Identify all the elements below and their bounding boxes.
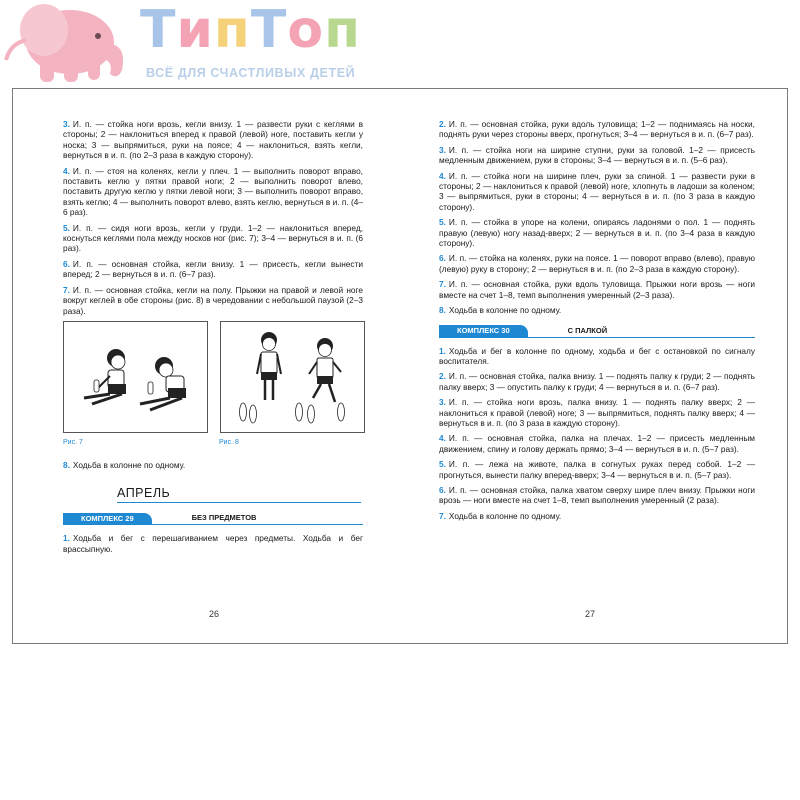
- complex-header: [439, 326, 755, 338]
- month-heading: АПРЕЛЬ: [117, 485, 361, 503]
- item-number: 6.: [439, 253, 446, 264]
- item-number: 7.: [439, 510, 446, 521]
- exercise-item: [63, 285, 363, 316]
- elephant-icon: [0, 0, 140, 88]
- figure-8: [220, 321, 365, 433]
- item-number: 2.: [439, 371, 446, 382]
- item-text: И. п. — стойка ноги на ширине ступни, руки за головой. 1–2 — присесть медленным движением, руки в стороны; 3–4 — вернуться в и. п. (5–6 раз).: [439, 144, 755, 166]
- children-jumping-illustration: [221, 322, 364, 432]
- item-text: И. п. — основная стойка, палка хватом сверху шире плеч внизу. Прыжки ноги врозь — ноги вместе на счет 1–8, темп выполнения умеренный (2 раза).: [439, 484, 755, 506]
- item-text: И. п. — сидя ноги врозь, кегли у груди. 1–2 — наклониться вперед, коснуться кеглями пола между носков ног (рис. 7); 3–4 — вернуться в и. п. (6 раз).: [63, 222, 363, 254]
- item-text: И. п. — стойка ноги врозь, палка внизу. 1 — поднять палку вверх; 2 — наклониться к правой (левой) ноге; 3 — выпрямиться, поднять палку вверх; 4 — вернуться в и. п. (по 3 раза в каждую сторону).: [439, 397, 755, 428]
- logo-letter: п: [213, 0, 251, 60]
- logo-tagline: ВСЁ ДЛЯ СЧАСТЛИВЫХ ДЕТЕЙ: [146, 66, 356, 80]
- item-text: Ходьба в колонне по одному.: [448, 510, 562, 521]
- logo-title: [140, 0, 361, 60]
- item-text: И. п. — основная стойка, руки вдоль туловища. Прыжки ноги врозь — ноги вместе на счет 1–8, темп выполнения умеренный (2–3 раза).: [439, 279, 755, 300]
- item-number: 8.: [63, 460, 70, 471]
- complex-header: [63, 513, 363, 525]
- item-number: 3.: [439, 144, 446, 155]
- item-number: 5.: [63, 222, 70, 233]
- item-text: И. п. — основная стойка, палка внизу. 1 — поднять палку к груди; 2 — поднять палку вверх; 3 — опустить палку к груди; 4 — вернуться в и. п. (6–7 раз).: [439, 371, 755, 392]
- item-text: И. п. — основная стойка, кегли на полу. Прыжки на правой и левой ноге вокруг кеглей в обе стороны (рис. 8) в чередовании с небольшой паузой (2–3 раза).: [63, 284, 363, 316]
- item-text: И. п. — основная стойка, руки вдоль туловища; 1–2 — поднимаясь на носки, поднять руки через стороны вверх, прогнуться; 3–4 — вернуться в и. п. (6–7 раз).: [439, 119, 755, 140]
- complex-badge: КОМПЛЕКС 29: [63, 513, 152, 525]
- left-page: [63, 119, 363, 559]
- complex-title: БЕЗ ПРЕДМЕТОВ: [191, 513, 257, 523]
- exercise-item: [63, 166, 363, 218]
- item-number: 4.: [439, 170, 446, 181]
- page-number: 26: [209, 609, 220, 619]
- exercise-item: [439, 253, 755, 274]
- item-number: 8.: [439, 305, 446, 316]
- item-text: Ходьба в колонне по одному.: [448, 305, 562, 316]
- exercise-item: [63, 259, 363, 280]
- exercise-item: [439, 171, 755, 213]
- figure-7: [63, 321, 208, 433]
- exercise-item: [439, 279, 755, 300]
- item-text: И. п. — стойка в упоре на колени, опираясь ладонями о пол. 1 — поднять правую (левую) ногу назад-вверх; 2 — вернуться в и. п. (по 3–4 раза в каждую сторону).: [439, 217, 755, 249]
- item-text: И. п. — основная стойка, кегли внизу. 1 — присесть, кегли вынести вперед; 2 — вернуться в и. п. (6–7 раз).: [63, 258, 363, 280]
- item-number: 5.: [439, 459, 446, 470]
- exercise-item: [439, 217, 755, 248]
- exercise-item: [439, 305, 755, 315]
- store-logo: [0, 0, 400, 88]
- exercise-item: [439, 511, 755, 521]
- logo-letter: п: [324, 0, 362, 60]
- item-text: Ходьба и бег с перешагиванием через предметы. Ходьба и бег врассыпную.: [63, 533, 363, 554]
- exercise-item: [439, 397, 755, 428]
- exercise-item: [63, 533, 363, 554]
- logo-letter: Т: [250, 0, 288, 60]
- item-text: И. п. — стойка ноги на ширине плеч, руки за спиной. 1 — развести руки в стороны; 2 — наклониться к правой (левой) ноге, хлопнуть в ладоши за коленом; 3 — выпрямиться, руки в стороны; 4 — вернуться в и. п. (по 3 раза в каждую сторону).: [439, 170, 755, 212]
- logo-letter: Т: [140, 0, 177, 60]
- figure-caption: Рис. 8: [219, 438, 239, 446]
- item-number: 3.: [439, 397, 446, 408]
- complex-badge: КОМПЛЕКС 30: [439, 325, 528, 337]
- exercise-item: [439, 459, 755, 480]
- exercise-item: [439, 485, 755, 506]
- item-number: 3.: [63, 119, 70, 129]
- logo-letter: о: [287, 0, 325, 60]
- item-number: 1.: [439, 345, 446, 356]
- item-text: И. п. — стойка на коленях, руки на поясе. 1 — поворот вправо (влево), правую (левую) руку в сторону; 2 — вернуться в и. п. (по 2–3 раза в каждую сторону).: [439, 253, 755, 274]
- item-number: 5.: [439, 217, 446, 228]
- complex-title: С ПАЛКОЙ: [567, 325, 608, 335]
- children-sitting-illustration: [64, 322, 207, 432]
- exercise-item: [439, 145, 755, 166]
- item-number: 6.: [63, 258, 70, 269]
- exercise-item: [63, 223, 363, 254]
- book-spread: [12, 88, 788, 644]
- exercise-item: [439, 346, 755, 367]
- item-text: И. п. — стоя на коленях, кегли у плеч. 1 — выполнить поворот вправо, поставить кеглю у пятки правой ноги; 2 — выполнить поворот влево, поставить другую кеглю у пятки левой ноги; 3 — выполнить поворот вправо, взять кеглю; 4 — выполнить поворот влево, взять кеглю, вернуться в и. п. (4–6 раз).: [63, 165, 363, 218]
- item-text: И. п. — стойка ноги врозь, кегли внизу. 1 — развести руки с кеглями в стороны; 2 — наклониться вперед к правой (левой) ноге, поставить кегли у носка; 3 — выпрямиться, руки на поясе; 4 — наклониться, взять кегли, вернуться в и. п. (по 2–3 раза в каждую сторону).: [63, 119, 363, 161]
- item-number: 7.: [63, 284, 70, 295]
- item-number: 1.: [63, 533, 70, 544]
- right-page: [439, 119, 755, 526]
- exercise-item: [439, 433, 755, 454]
- figure-captions: [63, 438, 363, 448]
- item-number: 7.: [439, 279, 446, 290]
- page-number: 27: [585, 609, 596, 619]
- figure-caption: Рис. 7: [63, 438, 83, 446]
- exercise-item: [63, 460, 363, 470]
- exercise-item: [63, 119, 363, 161]
- item-number: 2.: [439, 119, 446, 129]
- figures-row: [63, 321, 363, 433]
- item-text: Ходьба в колонне по одному.: [72, 460, 186, 471]
- item-number: 4.: [63, 165, 70, 176]
- item-number: 6.: [439, 484, 446, 495]
- item-number: 4.: [439, 433, 446, 444]
- item-text: И. п. — основная стойка, палка на плечах. 1–2 — присесть медленным движением, спину и голову держать прямо; 3–4 — вернуться в и. п. (5–7 раз).: [439, 433, 755, 454]
- exercise-item: [439, 119, 755, 140]
- item-text: И. п. — лежа на животе, палка в согнутых руках перед собой. 1–2 — прогнуться, вынести палку вперед-вверх; 3–4 — вернуться в и. п. (5–7 раз).: [439, 459, 755, 480]
- exercise-item: [439, 371, 755, 392]
- item-text: Ходьба и бег в колонне по одному, ходьба и бег с остановкой по сигналу воспитателя.: [439, 345, 755, 366]
- logo-letter: и: [176, 0, 214, 60]
